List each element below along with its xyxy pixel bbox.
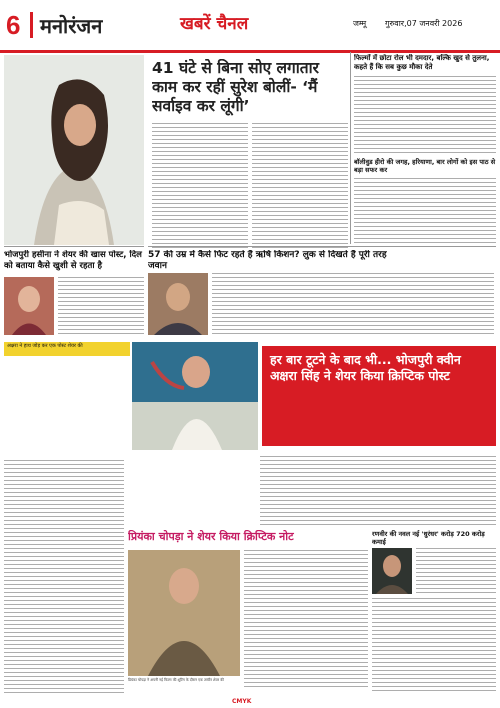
brand-logo: खबरें चैनल bbox=[180, 14, 249, 34]
sonam-story bbox=[4, 55, 348, 251]
section-title: मनोरंजन bbox=[40, 14, 103, 38]
ranbir-story bbox=[372, 530, 496, 694]
akshara-caption-bar bbox=[4, 342, 130, 356]
sidebar2-body bbox=[354, 178, 496, 246]
sidebar-story bbox=[354, 54, 496, 156]
main-headline: हर बार टूटने के बाद भी... भोजपुरी क्वीन अक्षरा सिंह ने शेयर किया क्रिप्टिक पोस्ट bbox=[270, 352, 461, 383]
ranbir-body bbox=[372, 598, 496, 692]
sidebar-headline: फिल्मों में छोटा रोल भी दमदार, बल्कि खुद से तुलना, कहते हैं कि सब कुछ मौका देते bbox=[354, 54, 490, 71]
sonam-body-col2 bbox=[252, 123, 348, 249]
ranbir-photo bbox=[372, 548, 412, 594]
priyanka-body bbox=[244, 550, 368, 690]
actress-photo bbox=[4, 55, 144, 245]
film57-photo bbox=[148, 273, 208, 335]
page-number: 6 bbox=[6, 10, 21, 40]
ranbir-body-top bbox=[416, 548, 496, 594]
akshara-photo bbox=[132, 342, 258, 450]
bhojpuri-actress-body bbox=[58, 277, 144, 335]
akshara-section bbox=[4, 342, 496, 450]
sidebar-body bbox=[354, 76, 496, 154]
sonam-headline: 41 घंटे से बिना सोए लगातार काम कर रहीं सुरेश बोलीं- ‘मैं सर्वाइव कर लूंगी’ bbox=[152, 59, 319, 115]
akshara-body-left bbox=[4, 460, 124, 694]
akshara-body-right bbox=[260, 456, 496, 526]
bhojpuri-actress-headline: भोजपुरी हसीना ने शेयर की खास पोस्ट, दिल को बताया कैसे खुशी से रहता है bbox=[4, 250, 142, 271]
sonam-body-col1 bbox=[152, 123, 248, 249]
sidebar2-headline: बॉलीवुड हीरो की जगह, हरियाणा, बार लोगों को इस पाठ से बड़ा सफर कर bbox=[354, 158, 496, 174]
film57-body bbox=[212, 273, 494, 335]
sidebar2-story bbox=[354, 158, 496, 248]
cmyk-mark: CMYK bbox=[232, 698, 252, 705]
issue-date: गुरुवार,07 जनवरी 2026 bbox=[385, 19, 463, 28]
city-label: जम्मू bbox=[353, 19, 367, 28]
film57-headline: 57 की उम्र में कैसे फिट रहते हैं ऋषि किशन? लुक से दिखते हैं पूरी तरह जवान bbox=[148, 250, 387, 271]
bhojpuri-actress-photo bbox=[4, 277, 54, 335]
priyanka-photo bbox=[128, 550, 240, 676]
priyanka-caption: प्रियंका चोपड़ा ने अपनी नई फिल्म की शूटिंग के दौरान एक तस्वीर शेयर की bbox=[128, 678, 224, 682]
section-badge bbox=[30, 12, 33, 38]
masthead bbox=[0, 0, 500, 53]
priyanka-story bbox=[128, 530, 368, 694]
film57-story bbox=[148, 246, 496, 339]
akshara-headline-box bbox=[262, 346, 496, 446]
ranbir-headline: रणवीर की नवल नई 'धुरंधर' करोड़ 720 करोड़ कमाई bbox=[372, 530, 485, 546]
priyanka-headline: प्रियंका चोपड़ा ने शेयर किया क्रिप्टिक नोट bbox=[128, 530, 294, 543]
akshara-caption: अक्षरा ने हाथ जोड़ कर एक पोस्ट शेयर की bbox=[7, 343, 83, 349]
bhojpuri-actress-story bbox=[4, 246, 144, 339]
column-rule bbox=[350, 52, 351, 244]
